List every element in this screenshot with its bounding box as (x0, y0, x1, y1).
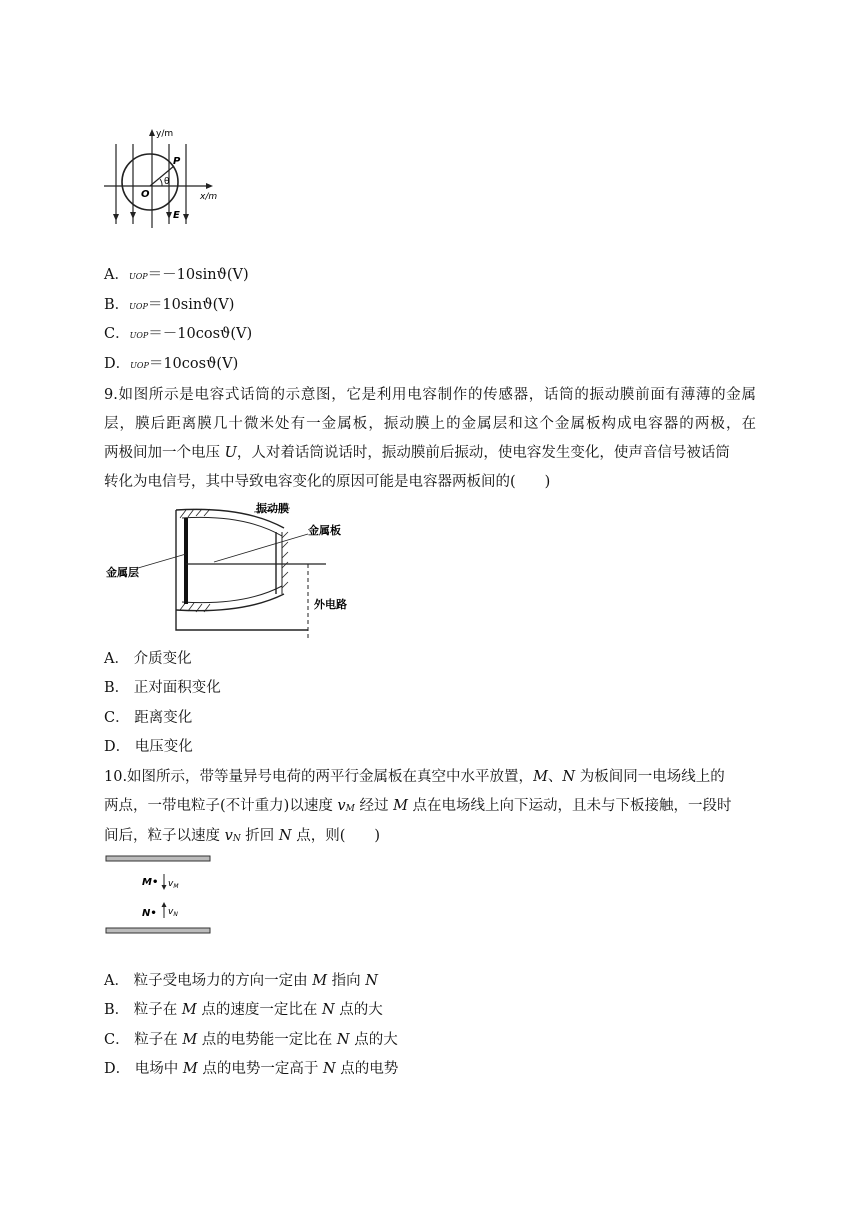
q8-option-d: D．UOP＝10cosϑ(V) (104, 356, 239, 372)
x-axis-label: x/m (200, 192, 218, 202)
y-axis-label: y/m (156, 129, 174, 139)
q10-line-3: 间后，粒子以速度 $v_N$ 折回 N 点，则( ) (104, 828, 381, 844)
q9-option-d: D． 电压变化 (104, 739, 193, 755)
origin-label: O (141, 189, 150, 200)
field-e-label: E (173, 210, 180, 221)
label-metal-plate: 金属板 (308, 524, 341, 537)
q10-option-a: A． 粒子受电场力的方向一定由 M 指向 N (104, 973, 378, 989)
fig-point-m: M• (142, 877, 159, 888)
microphone-figure (104, 502, 364, 642)
q8-option-b: B．UOP＝10sinϑ(V) (104, 297, 235, 313)
q9-line-1: 9.如图所示是电容式话筒的示意图，它是利用电容制作的传感器，话筒的振动膜前面有薄薄的金属 (104, 387, 756, 403)
q9-option-b: B． 正对面积变化 (104, 680, 221, 696)
q9-line-4: 转化为电信号，其中导致电容变化的原因可能是电容器两板间的( ) (104, 474, 551, 490)
q9-option-c: C． 距离变化 (104, 710, 193, 726)
fig-velocity-n: $v_N$ (168, 907, 178, 918)
q10-option-d: D． 电场中 M 点的电势一定高于 N 点的电势 (104, 1061, 399, 1077)
q8-option-a: A．UOP＝－10sinϑ(V) (104, 267, 249, 283)
point-p-label: P (173, 156, 181, 167)
label-metal-layer: 金属层 (106, 566, 139, 579)
q8-option-c: C．UOP＝－10cosϑ(V) (104, 326, 253, 342)
q9-line-3: 两极间加一个电压 U，人对着话筒说话时，振动膜前后振动，使电容发生变化，使声音信号被话筒 (104, 445, 730, 461)
theta-label: θ (164, 177, 170, 187)
label-diaphragm: 振动膜 (256, 502, 289, 515)
q9-option-a: A． 介质变化 (104, 651, 192, 667)
field-circle-figure (100, 124, 230, 232)
fig-point-n: N• (142, 908, 157, 919)
q10-option-b: B． 粒子在 M 点的速度一定比在 N 点的大 (104, 1002, 383, 1018)
label-external-circuit: 外电路 (314, 598, 347, 611)
q10-option-c: C． 粒子在 M 点的电势能一定比在 N 点的大 (104, 1032, 398, 1048)
q9-line-2: 层，膜后距离膜几十微米处有一金属板，振动膜上的金属层和这个金属板构成电容器的两极，在 (104, 416, 756, 432)
q10-line-1: 10.如图所示，带等量异号电荷的两平行金属板在真空中水平放置，M、N 为板间同一电场线上的 (104, 769, 725, 785)
parallel-plates-figure (104, 852, 214, 940)
fig-velocity-m: $v_M$ (168, 879, 179, 890)
q10-line-2: 两点，一带电粒子(不计重力)以速度 $v_M$ 经过 M 点在电场线上向下运动，且未与下板接触，一段时 (104, 798, 732, 814)
